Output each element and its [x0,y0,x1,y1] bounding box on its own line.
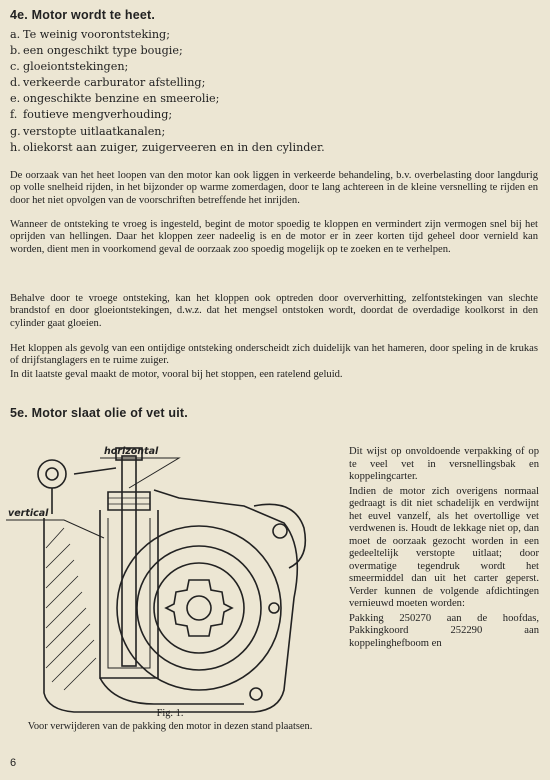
lower-housing [100,678,244,704]
list-item: d. verkeerde carburator afstelling; [10,76,206,90]
horizontal-label-line [100,458,179,488]
splined-hub [166,580,232,636]
figure-number: Fig. 1. [156,708,184,719]
paragraph-knocking-vs-hammering: Het kloppen als gevolg van een ontijdige ontsteking onderscheidt zich duidelijk van het hameren, door speling in de krukas of drijfstanglagers en te ruime zuiger. [10,343,538,367]
list-item: c. gloeiontstekingen; [10,60,129,74]
bore-outer [117,526,281,690]
figure-caption [10,708,330,733]
label-horizontal: horizontal [104,446,159,457]
packing-housing [100,510,158,678]
list-item: e. ongeschikte benzine en smeerolie; [10,92,220,106]
figure-caption-text: Voor verwijderen van de pakking den motor in dezen stand plaatsen. [27,720,313,732]
page-number: 6 [10,757,17,769]
engine-cross-section-figure [4,428,340,718]
casing-outline [44,490,297,712]
list-item: h. oliekorst aan zuiger, zuigerveeren en in den cylinder. [10,140,325,154]
lower-bolt [250,688,262,700]
paragraph-overheating-handling: De oorzaak van het heet loopen van den motor kan ook liggen in verkeerde behandeling, b.v. overbelasting door langdurig op volle snelheid rijden, in het bijzonder op warme zomerdagen, door te lang achtereen in de kleine versnelling te rijden en door het niet opvolgen van de voorschriften betreffende het inrijden. [10,170,538,206]
list-item: f. foutieve mengverhouding; [10,108,173,122]
paragraph-leak-cause: Indien de motor zich overigens normaal gedraagt is dit niet schadelijk en verdwijnt het euvel vanzelf, als het overtollige vet verdwenen is. Houdt de lekkage niet op, dan moet de oorzaak gezocht worden in een gedeeltelijk verstopte uitlaat; door overmatige tegendruk wordt het smeermiddel dan uit het carter geperst. Verder kunnen de volgende afdichtingen vernieuwd moeten worden: [349,485,539,609]
lever-knob [38,460,66,488]
lever-arm [74,468,116,474]
paragraph-part-numbers: Pakking 250270 aan de hoofdas, Pakkingkoord 252290 aan koppelinghefboom en [349,612,539,649]
list-item: b. een ongeschikt type bougie; [10,44,183,58]
casing-hatch [46,528,96,690]
cause-list [10,27,325,156]
label-vertical: vertical [8,508,49,519]
list-item: a. Te weinig voorontsteking; [10,28,170,41]
nut-hatch [108,498,150,504]
section-heading-5e: 5e. Motor slaat olie of vet uit. [10,406,188,420]
lever-knob-inner [46,468,58,480]
paragraph-knocking-causes: Behalve door te vroege ontsteking, kan het kloppen ook optreden door oververhitting, zelfontstekingen van slechte brandstof en door gloeiontstekingen, d.w.z. dat het mengsel ontstoken wordt, doordat de overdadige koolkorst in den cylinder gaat gloeien. [10,293,538,329]
list-item: g. verstopte uitlaatkanalen; [10,124,166,138]
section-heading-4e: 4e. Motor wordt te heet. [10,8,156,22]
paragraph-rattling-noise: In dit laatste geval maakt de motor, vooral bij het stoppen, een ratelend geluid. [10,369,343,380]
bolt-nut [108,492,150,510]
vertical-label-line [6,520,104,538]
paragraph-packing: Dit wijst op onvoldoende verpakking of op te veel vet in versnellingsbak en koppelingcarter. [349,446,539,482]
hub-center [187,596,211,620]
flange-bolt-hole [269,603,279,613]
oil-leak-text [349,446,539,652]
flange-bolt-hole [273,524,287,538]
bore-ring [137,546,261,670]
packing-inner [108,518,150,668]
paragraph-early-ignition: Wanneer de ontsteking te vroeg is ingesteld, begint de motor spoedig te kloppen en vermindert zijn vermogen snel bij het oprijden van hellingen. Daar het kloppen zeer nadeelig is en de motor er in zeer korten tijd geheel door vernield kan worden, dient men in voorkomend geval de oorzaak zoo spoedig mogelijk op te zoeken en te verhelpen. [10,219,538,255]
